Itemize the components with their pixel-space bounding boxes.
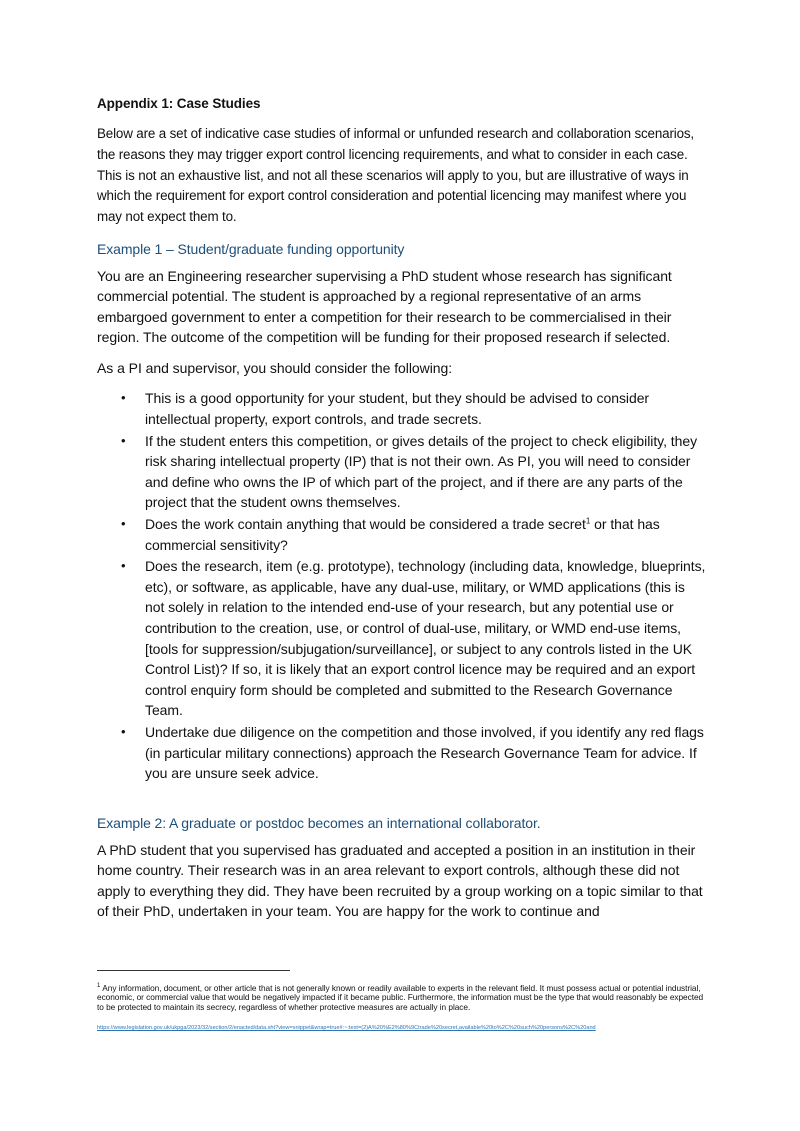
bullet-text: Undertake due diligence on the competition and those involved, if you identify any red flags (in particular military connections) approach the Research Governance Team for advice. If you are unsure seek advice. <box>145 723 704 782</box>
bullet-text-after: or that has commercial sensitivity? <box>145 516 660 553</box>
example-1-bullet-list <box>97 388 707 783</box>
list-item <box>97 556 707 721</box>
intro-paragraph: Below are a set of indicative case studies of informal or unfunded research and collaboration scenarios, the reasons they may trigger export control licencing requirements, and what to consider in each case. This is not an exhaustive list, and not all these scenarios will apply to you, but are illustrative of ways in which the requirement for export control consideration and potential licencing may manifest where you may not expect them to. <box>97 126 694 225</box>
bullet-text: If the student enters this competition, or gives details of the project to check eligibility, they risk sharing intellectual property (IP) that is not their own. As PI, you will need to consider and define who owns the IP of which part of the project, and if there are any parts of the project that the student owns themselves. <box>145 432 698 511</box>
list-item <box>97 722 707 784</box>
list-item <box>97 388 707 429</box>
bullet-icon: • <box>121 390 126 406</box>
bullet-icon: • <box>121 558 126 574</box>
example-1-heading: Example 1 – Student/graduate funding opportunity <box>97 240 405 257</box>
list-item <box>97 514 707 555</box>
bullet-text: This is a good opportunity for your student, but they should be advised to consider intellectual property, export controls, and trade secrets. <box>145 390 650 428</box>
footnote-reference[interactable]: 1 <box>585 516 591 526</box>
example-2-paragraph: A PhD student that you supervised has graduated and accepted a position in an institution in their home country. Their research was in an area relevant to export controls, although these did not apply to everything they did. They have been recruited by a group working on a topic similar to that of their PhD, undertaken in your team. You are happy for the work to continue and <box>97 841 703 920</box>
page-content <box>97 96 707 932</box>
bullet-text-before: Does the work contain anything that would be considered a trade secret <box>145 516 586 533</box>
footnote-mark: 1 <box>97 983 101 989</box>
footnote-separator <box>97 970 290 971</box>
footnote-text: Any information, document, or other article that is not generally known or readily available to experts in the relevant field. It must possess actual or potential industrial, economic, or commercial value that would be negatively impacted if it became public. Furthermore, the information must be the type that would reasonably be expected to be protected to maintain its secrecy, regardless of whether protective measures are actually in place. <box>97 982 704 1012</box>
bullet-icon: • <box>121 432 126 448</box>
footnote <box>97 982 707 1013</box>
bullet-text: Does the research, item (e.g. prototype), technology (including data, knowledge, blueprints, etc), or software, as applicable, have any dual-use, military, or WMD applications (this is not solely in relation to the intended end-use of your research, but any potential use or contribution to the creation, use, or control of dual-use, military, or WMD end-use items, [tools for suppression/subjugation/surveillance], or subject to any controls listed in the UK Control List)? If so, it is likely that an export control licence may be required and an export control enquiry form should be completed and submitted to the Research Governance Team. <box>145 558 706 719</box>
footnote-link[interactable]: https://www.legislation.gov.uk/ukpga/2023/32/section/2/enacted/data.xht?view=snippet&wrap=true#:~:text=(2)A%20%E2%80%9Ctrade%20secret,available%20to%2C%20such%20persons%2C%20and <box>97 1025 596 1031</box>
bullet-icon: • <box>121 723 126 739</box>
bullet-icon: • <box>121 516 126 532</box>
list-item <box>97 431 707 513</box>
example-1-paragraph: You are an Engineering researcher supervising a PhD student whose research has significant commercial potential. The student is approached by a regional representative of an arms embargoed government to enter a competition for their research to be commercialised in their region. The outcome of the competition will be funding for their proposed research if selected. <box>97 267 672 346</box>
appendix-title: Appendix 1: Case Studies <box>97 96 261 111</box>
example-2-heading: Example 2: A graduate or postdoc becomes an international collaborator. <box>97 814 541 831</box>
section-spacer <box>97 785 707 815</box>
example-1-lead: As a PI and supervisor, you should consider the following: <box>97 359 453 376</box>
